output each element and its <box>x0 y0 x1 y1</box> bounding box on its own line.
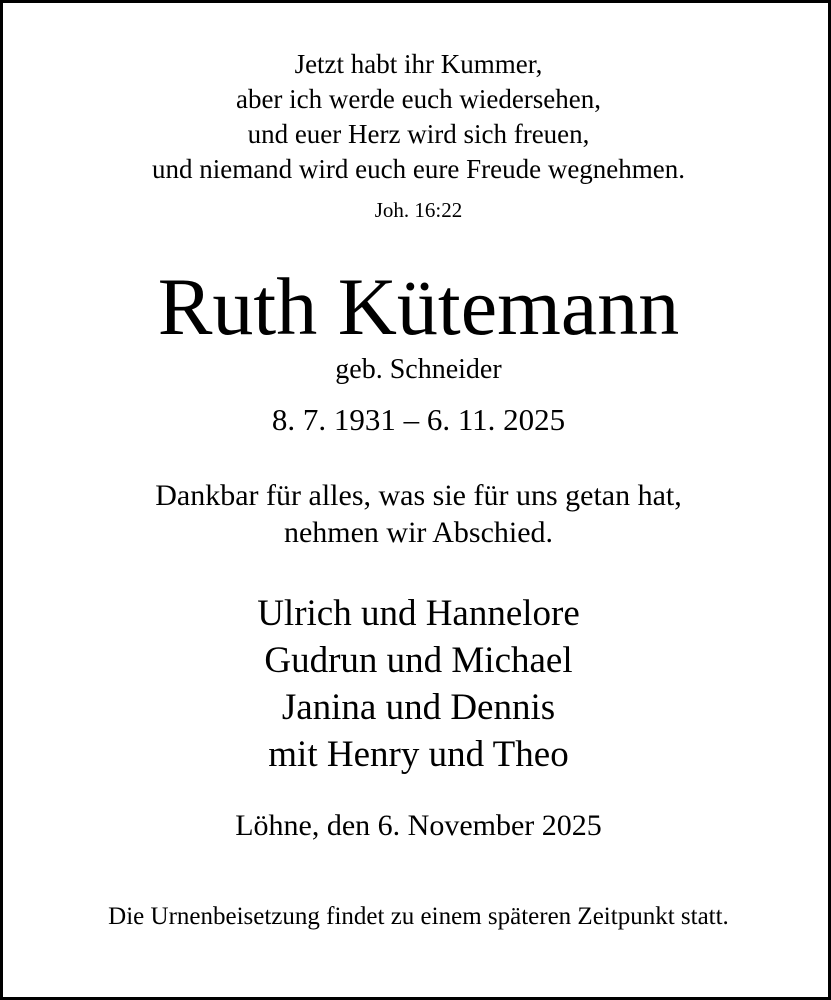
thanks-line-2: nehmen wir Abschied. <box>283 516 554 549</box>
mourner-line-4: mit Henry und Theo <box>268 734 569 775</box>
life-dates: 8. 7. 1931 – 6. 11. 2025 <box>271 402 566 437</box>
maiden-name: geb. Schneider <box>335 354 502 385</box>
deceased-name: Ruth Kütemann <box>157 261 680 352</box>
verse-reference: Joh. 16:22 <box>374 198 463 222</box>
verse-line-3: und euer Herz wird sich freuen, <box>247 119 590 149</box>
mourners-list <box>3 590 831 778</box>
mourner-line-3: Janina und Dennis <box>281 687 556 728</box>
verse-line-2: aber ich werde euch wiedersehen, <box>235 84 602 114</box>
verse-line-4: und niemand wird euch eure Freude wegnehmen. <box>151 154 686 184</box>
bible-verse <box>3 47 831 187</box>
burial-notice: Die Urnenbeisetzung findet zu einem späteren Zeitpunkt statt. <box>108 903 729 930</box>
mourner-line-1: Ulrich und Hannelore <box>257 593 580 634</box>
thanks-line-1: Dankbar für alles, was sie für uns getan hat, <box>155 479 682 512</box>
place-and-date: Löhne, den 6. November 2025 <box>235 809 602 842</box>
thanks-text <box>3 477 831 551</box>
mourner-line-2: Gudrun und Michael <box>264 640 573 681</box>
verse-line-1: Jetzt habt ihr Kummer, <box>294 49 543 79</box>
